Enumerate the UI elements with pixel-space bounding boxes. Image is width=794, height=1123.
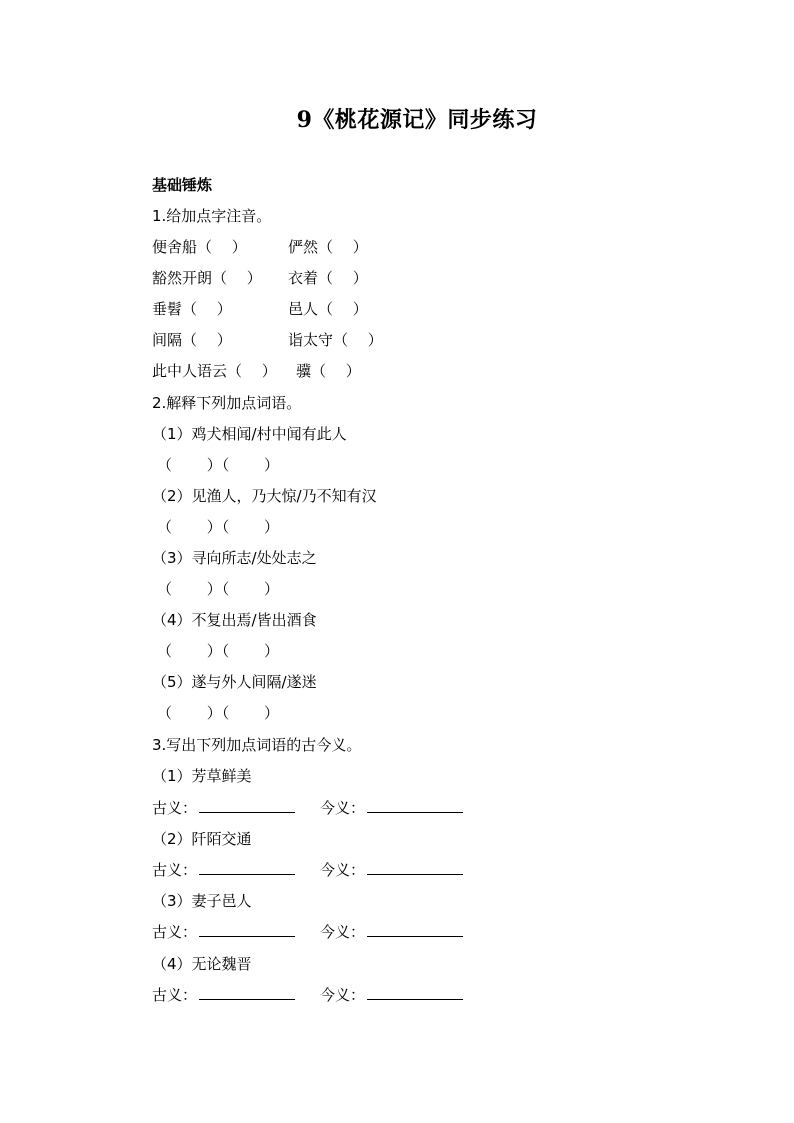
q1-item: 豁然开朗（ ） <box>152 269 262 287</box>
q1-item: 邑人（ ） <box>288 300 368 318</box>
gu-yi-blank[interactable] <box>199 860 295 875</box>
q1-item: 垂髫（ ） <box>152 300 232 318</box>
gu-yi-row <box>152 860 295 880</box>
jin-yi-blank[interactable] <box>367 860 463 875</box>
gu-yi-row <box>152 985 295 1005</box>
q1-item: 便舍船（ ） <box>152 238 247 256</box>
section-heading: 基础锤炼 <box>152 176 213 194</box>
gu-yi-label: 古义： <box>152 986 198 1004</box>
gu-yi-row <box>152 922 295 942</box>
jin-yi-blank[interactable] <box>367 985 463 1000</box>
q2-answer-line: （ ）（ ） <box>157 580 280 598</box>
jin-yi-row <box>320 798 463 818</box>
gu-yi-label: 古义： <box>152 923 198 941</box>
q3-prompt: 3.写出下列加点词语的古今义。 <box>152 736 362 754</box>
q2-item: （3）寻向所志/处处志之 <box>152 549 317 567</box>
q1-item: 俨然（ ） <box>288 238 368 256</box>
jin-yi-row <box>320 922 463 942</box>
jin-yi-label: 今义： <box>320 861 366 879</box>
q2-item: （2）见渔人，乃大惊/乃不知有汉 <box>152 487 377 505</box>
q2-item: （1）鸡犬相闻/村中闻有此人 <box>152 425 347 443</box>
jin-yi-label: 今义： <box>320 986 366 1004</box>
jin-yi-row <box>320 860 463 880</box>
jin-yi-blank[interactable] <box>367 798 463 813</box>
q1-item: 此中人语云（ ） <box>152 362 277 380</box>
q2-answer-line: （ ）（ ） <box>157 518 280 536</box>
q2-item: （5）遂与外人间隔/遂迷 <box>152 673 317 691</box>
q1-prompt: 1.给加点字注音。 <box>152 207 272 225</box>
jin-yi-row <box>320 985 463 1005</box>
gu-yi-blank[interactable] <box>199 922 295 937</box>
gu-yi-row <box>152 798 295 818</box>
jin-yi-label: 今义： <box>320 799 366 817</box>
q1-item: 骥（ ） <box>296 362 361 380</box>
q2-answer-line: （ ）（ ） <box>157 704 280 722</box>
page-title: 9《桃花源记》同步练习 <box>296 107 538 133</box>
gu-yi-blank[interactable] <box>199 798 295 813</box>
q3-item: （4）无论魏晋 <box>152 955 252 973</box>
q2-answer-line: （ ）（ ） <box>157 642 280 660</box>
jin-yi-blank[interactable] <box>367 922 463 937</box>
q2-prompt: 2.解释下列加点词语。 <box>152 394 302 412</box>
gu-yi-label: 古义： <box>152 799 198 817</box>
q2-item: （4）不复出焉/皆出酒食 <box>152 611 317 629</box>
q3-item: （2）阡陌交通 <box>152 830 252 848</box>
gu-yi-blank[interactable] <box>199 985 295 1000</box>
jin-yi-label: 今义： <box>320 923 366 941</box>
q3-item: （3）妻子邑人 <box>152 892 252 910</box>
q1-item: 间隔（ ） <box>152 331 232 349</box>
gu-yi-label: 古义： <box>152 861 198 879</box>
q1-item: 诣太守（ ） <box>288 331 383 349</box>
q1-item: 衣着（ ） <box>288 269 368 287</box>
q2-answer-line: （ ）（ ） <box>157 456 280 474</box>
q3-item: （1）芳草鲜美 <box>152 767 252 785</box>
